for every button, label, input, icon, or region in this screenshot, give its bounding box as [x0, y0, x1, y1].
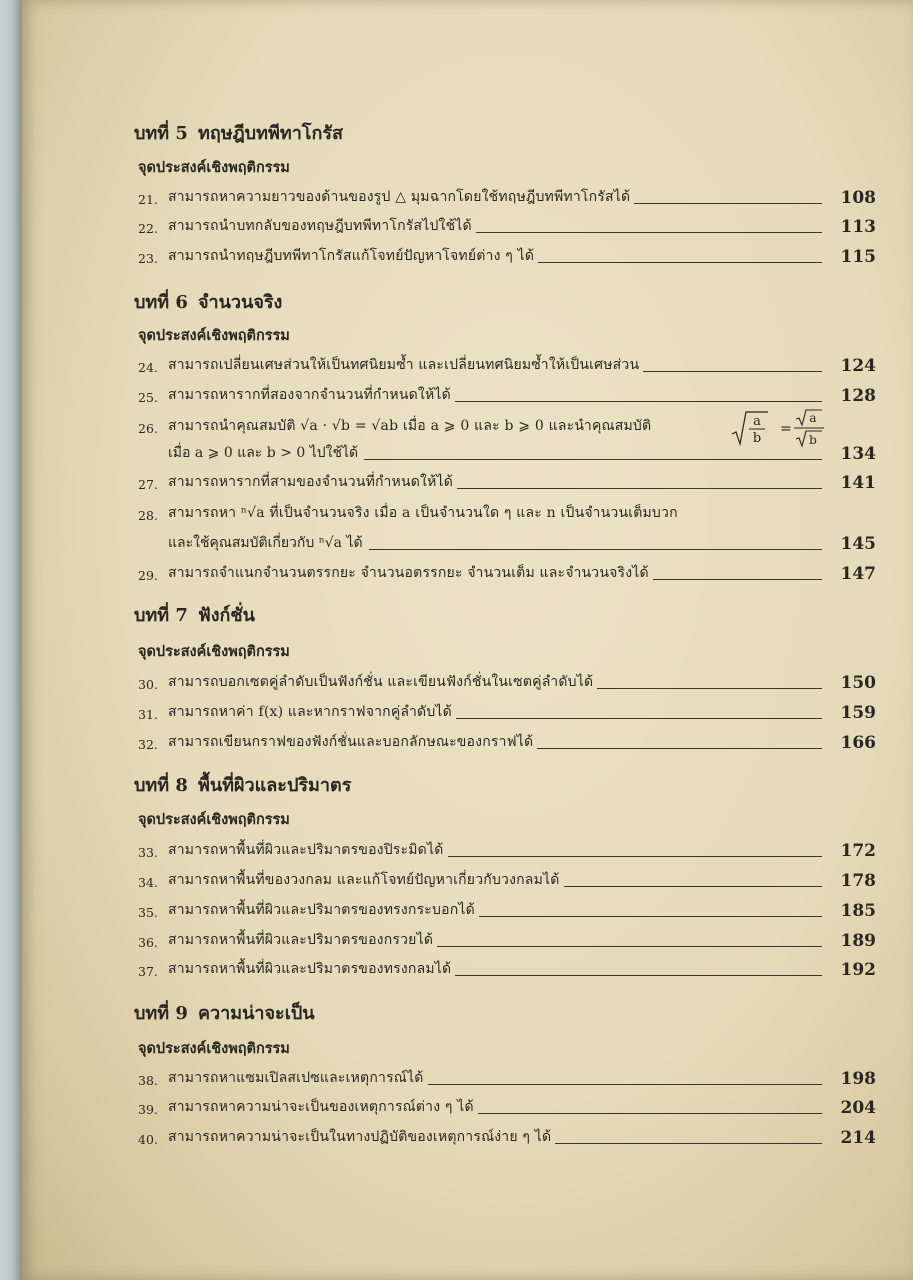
- chapter-title: ความน่าจะเป็น: [197, 1003, 315, 1024]
- objectives-heading: จุดประสงค์เชิงพฤติกรรม: [138, 811, 290, 828]
- entry-text: สามารถหาความยาวของด้านของรูป △ มุมฉากโดยใช้ทฤษฎีบทพีทาโกรัสได้: [168, 189, 631, 205]
- entry-page: 189: [840, 931, 876, 951]
- entry-number: 27.: [138, 477, 158, 492]
- entry-text: สามารถหาพื้นที่ผิวและปริมาตรของทรงกระบอกได้: [168, 902, 475, 918]
- leader-line: [369, 549, 822, 550]
- entry-number: 37.: [138, 964, 158, 979]
- entry-text: สามารถหา ⁿ√a ที่เป็นจำนวนจริง เมื่อ a เป็นจำนวนใด ๆ และ n เป็นจำนวนเต็มบวก: [168, 505, 678, 521]
- entry-text: สามารถหารากที่สามของจำนวนที่กำหนดให้ได้: [168, 474, 454, 490]
- entry-page: 147: [840, 564, 876, 584]
- chapter-title: จำนวนจริง: [197, 292, 283, 313]
- entry-page: 185: [840, 901, 876, 921]
- entry-text: สามารถหาพื้นที่ผิวและปริมาตรของกรวยได้: [168, 932, 434, 948]
- entry-number: 25.: [138, 390, 158, 405]
- leader-line: [555, 1143, 822, 1144]
- leader-line: [428, 1084, 822, 1085]
- entry-number: 23.: [138, 251, 158, 266]
- leader-line: [479, 916, 822, 917]
- entry-page: 150: [840, 673, 876, 693]
- objectives-heading: จุดประสงค์เชิงพฤติกรรม: [138, 327, 290, 344]
- leader-line: [537, 748, 822, 749]
- formula-denominator-b: b: [752, 431, 762, 446]
- entry-page: 198: [840, 1069, 876, 1089]
- chapter-label: บทที่ 8: [134, 775, 188, 796]
- leader-line: [437, 946, 822, 947]
- entry-text-line2: และใช้คุณสมบัติเกี่ยวกับ ⁿ√a ได้: [168, 535, 363, 551]
- objectives-heading: จุดประสงค์เชิงพฤติกรรม: [138, 159, 290, 176]
- entry-number: 34.: [138, 875, 158, 890]
- entry-number: 40.: [138, 1132, 158, 1147]
- entry-text: สามารถหาค่า f(x) และหากราฟจากคู่ลำดับได้: [168, 704, 452, 720]
- toc-entry: [138, 1092, 876, 1118]
- entry-page: 172: [840, 841, 876, 861]
- leader-line: [364, 459, 822, 460]
- entry-page: 113: [840, 217, 876, 237]
- leader-line: [455, 401, 822, 402]
- entry-page: 204: [840, 1098, 876, 1118]
- toc-entry: [138, 1063, 876, 1089]
- entry-number: 38.: [138, 1073, 158, 1088]
- entry-number: 36.: [138, 935, 158, 950]
- chapter-8-heading: [134, 770, 351, 799]
- leader-line: [634, 203, 822, 204]
- entry-number: 21.: [138, 192, 158, 207]
- leader-line: [456, 718, 822, 719]
- entry-number: 31.: [138, 707, 158, 722]
- formula-sqrt-b: b: [809, 433, 817, 447]
- chapter-label: บทที่ 5: [134, 123, 188, 144]
- toc-entry: [138, 498, 876, 524]
- entry-page: 115: [840, 247, 876, 267]
- entry-number: 32.: [138, 737, 158, 752]
- toc-entry-continuation: [168, 528, 876, 554]
- toc-entry: [138, 895, 876, 921]
- chapter-9-heading: [134, 998, 315, 1027]
- entry-text: สามารถเปลี่ยนเศษส่วนให้เป็นทศนิยมซ้ำ และเปลี่ยนทศนิยมซ้ำให้เป็นเศษส่วน: [168, 357, 640, 373]
- leader-line: [448, 856, 823, 857]
- toc-entry: [138, 467, 876, 493]
- toc-entry: [138, 380, 876, 406]
- toc-entry: [138, 1122, 876, 1148]
- entry-text: สามารถหาความน่าจะเป็นในทางปฏิบัติของเหตุการณ์ง่าย ๆ ได้: [168, 1129, 552, 1145]
- entry-page: 128: [840, 386, 876, 406]
- entry-text: สามารถหาพื้นที่ผิวและปริมาตรของปิระมิดได้: [168, 842, 444, 858]
- toc-entry: [138, 241, 876, 267]
- entry-number: 29.: [138, 568, 158, 583]
- entry-number: 28.: [138, 508, 158, 523]
- book-binding-edge: [0, 0, 22, 1280]
- entry-page: 145: [840, 534, 876, 554]
- entry-number: 30.: [138, 677, 158, 692]
- toc-entry-continuation: [168, 438, 876, 464]
- entry-page: 159: [840, 703, 876, 723]
- entry-page: 134: [840, 444, 876, 464]
- toc-entry: [138, 925, 876, 951]
- entry-text: สามารถบอกเซตคู่ลำดับเป็นฟังก์ชั่น และเขียนฟังก์ชั่นในเซตคู่ลำดับได้: [168, 674, 594, 690]
- toc-entry: [138, 835, 876, 861]
- toc-entry: [138, 667, 876, 693]
- leader-line: [643, 371, 822, 372]
- chapter-title: พื้นที่ผิวและปริมาตร: [197, 775, 352, 796]
- leader-line: [476, 232, 822, 233]
- objectives-heading: จุดประสงค์เชิงพฤติกรรม: [138, 1040, 290, 1057]
- chapter-title: ทฤษฎีบทพีทาโกรัส: [197, 123, 344, 144]
- entry-page: 192: [840, 960, 876, 980]
- leader-line: [538, 262, 822, 263]
- chapter-label: บทที่ 9: [134, 1003, 188, 1024]
- entry-text: สามารถหาพื้นที่ของวงกลม และแก้โจทย์ปัญหาเกี่ยวกับวงกลมได้: [168, 872, 560, 888]
- entry-text: สามารถนำคุณสมบัติ √a · √b = √ab เมื่อ a ⩾ 0 และ b ⩾ 0 และนำคุณสมบัติ: [168, 418, 652, 434]
- entry-number: 39.: [138, 1102, 158, 1117]
- entry-text: สามารถหาความน่าจะเป็นของเหตุการณ์ต่าง ๆ ได้: [168, 1099, 474, 1115]
- entry-text-line2: เมื่อ a ⩾ 0 และ b > 0 ไปใช้ได้: [168, 445, 359, 461]
- objectives-heading: จุดประสงค์เชิงพฤติกรรม: [138, 643, 290, 660]
- entry-number: 24.: [138, 360, 158, 375]
- leader-line: [597, 688, 822, 689]
- toc-entry: [138, 954, 876, 980]
- entry-text: สามารถนำบทกลับของทฤษฎีบทพีทาโกรัสไปใช้ได้: [168, 218, 472, 234]
- entry-number: 33.: [138, 845, 158, 860]
- entry-text: สามารถหาแซมเปิลสเปซและเหตุการณ์ได้: [168, 1070, 424, 1086]
- toc-entry: [138, 558, 876, 584]
- chapter-5-heading: [134, 118, 343, 147]
- chapter-title: ฟังก์ชั่น: [197, 605, 255, 626]
- entry-number: 22.: [138, 221, 158, 236]
- entry-page: 124: [840, 356, 876, 376]
- toc-entry: [138, 182, 876, 208]
- toc-entry: [138, 211, 876, 237]
- entry-page: 166: [840, 733, 876, 753]
- entry-page: 214: [840, 1128, 876, 1148]
- entry-page: 178: [840, 871, 876, 891]
- chapter-7-heading: [134, 600, 255, 629]
- chapter-label: บทที่ 6: [134, 292, 188, 313]
- formula-sqrt-a: a: [809, 411, 817, 425]
- formula-equals: =: [780, 421, 792, 437]
- entry-text: สามารถหาพื้นที่ผิวและปริมาตรของทรงกลมได้: [168, 961, 452, 977]
- leader-line: [455, 975, 822, 976]
- entry-number: 35.: [138, 905, 158, 920]
- leader-line: [478, 1113, 822, 1114]
- entry-page: 108: [840, 188, 876, 208]
- chapter-label: บทที่ 7: [134, 605, 188, 626]
- entry-text: สามารถหารากที่สองจากจำนวนที่กำหนดให้ได้: [168, 387, 451, 403]
- leader-line: [457, 488, 822, 489]
- leader-line: [653, 579, 822, 580]
- entry-text: สามารถจำแนกจำนวนตรรกยะ จำนวนอตรรกยะ จำนวนเต็ม และจำนวนจริงได้: [168, 565, 649, 581]
- toc-entry: [138, 727, 876, 753]
- entry-text: สามารถเขียนกราฟของฟังก์ชั่นและบอกลักษณะของกราฟได้: [168, 734, 534, 750]
- entry-text: สามารถนำทฤษฎีบทพีทาโกรัสแก้โจทย์ปัญหาโจทย์ต่าง ๆ ได้: [168, 248, 535, 264]
- toc-entry: [138, 697, 876, 723]
- toc-entry: [138, 350, 876, 376]
- formula-numerator-a: a: [753, 414, 761, 429]
- entry-number: 26.: [138, 421, 158, 436]
- leader-line: [564, 886, 822, 887]
- book-page: [22, 0, 913, 1280]
- entry-page: 141: [840, 473, 876, 493]
- toc-entry: [138, 865, 876, 891]
- chapter-6-heading: [134, 287, 282, 316]
